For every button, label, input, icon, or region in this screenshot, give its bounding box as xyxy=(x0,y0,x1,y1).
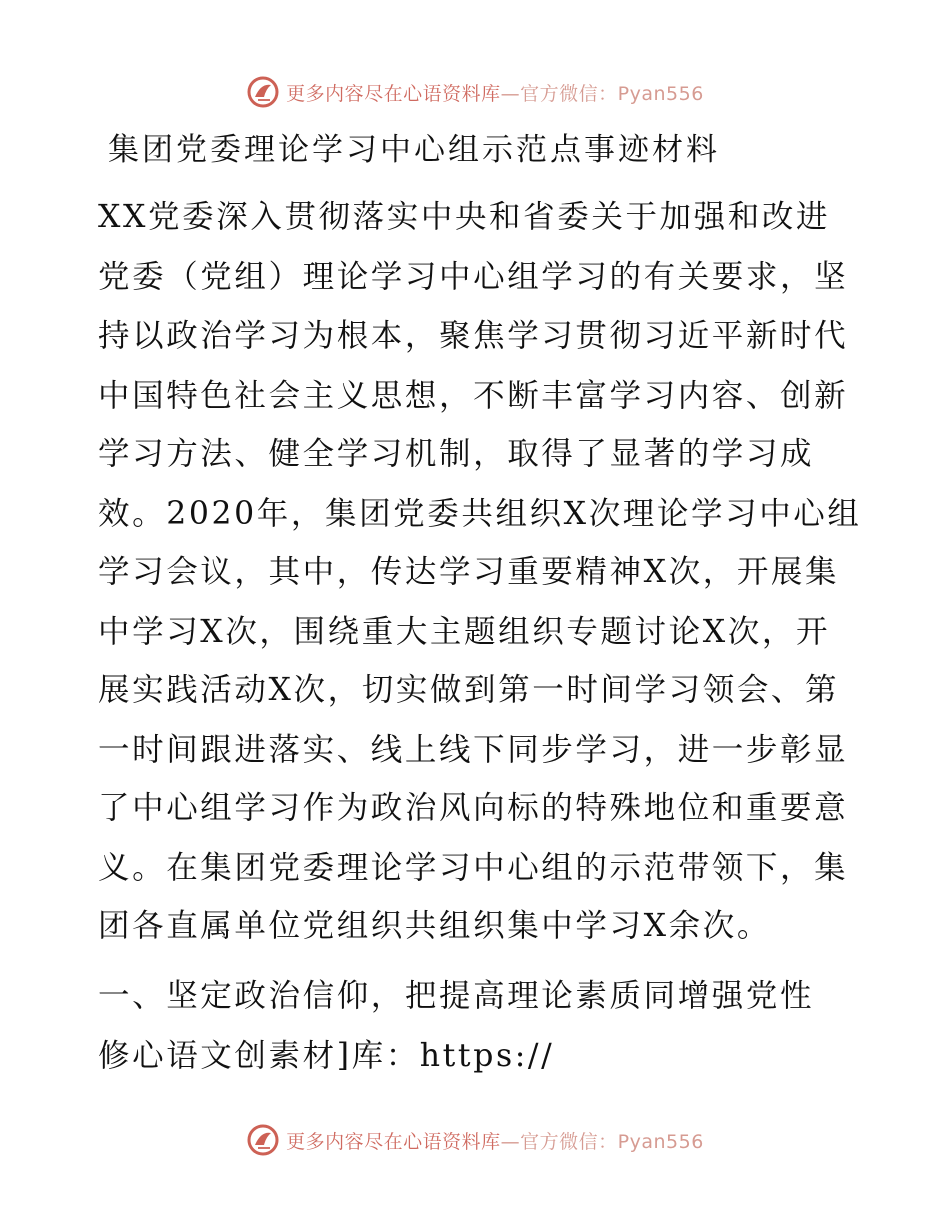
watermark-dash: — xyxy=(500,1130,521,1153)
text-line: 学习会议，其中，传达学习重要精神X次，开展集 xyxy=(98,554,840,590)
text-line: 一时间跟进落实、线上线下同步学习，进一步彰显 xyxy=(98,732,849,768)
header-watermark xyxy=(0,72,950,112)
red-brush-seal-icon xyxy=(246,1123,280,1157)
watermark-contact: 官方微信：Pyan556 xyxy=(520,1130,704,1153)
text-line: 一、坚定政治信仰，把提高理论素质同增强党性 xyxy=(98,978,815,1014)
text-line: 持以政治学习为根本，聚焦学习贯彻习近平新时代 xyxy=(98,318,849,354)
watermark-dash: — xyxy=(500,82,521,105)
watermark-contact: 官方微信：Pyan556 xyxy=(520,82,704,105)
text-line: 中学习X次，围绕重大主题组织专题讨论X次，开 xyxy=(98,614,831,650)
text-line: 团各直属单位党组织共组织集中学习X余次。 xyxy=(98,908,771,944)
text-line: 党委（党组）理论学习中心组学习的有关要求，坚 xyxy=(98,259,849,295)
watermark-text xyxy=(286,79,704,106)
watermark-main: 更多内容尽在心语资料库 xyxy=(286,82,501,105)
text-line: 展实践活动X次，切实做到第一时间学习领会、第 xyxy=(98,672,840,708)
text-line: 了中心组学习作为政治风向标的特殊地位和重要意 xyxy=(98,790,849,826)
watermark-text xyxy=(286,1127,704,1154)
red-brush-seal-icon xyxy=(246,75,280,109)
page-title: 集团党委理论学习中心组示范点事迹材料 xyxy=(108,132,720,168)
watermark-main: 更多内容尽在心语资料库 xyxy=(286,1130,501,1153)
text-line: 效。2020年，集团党委共组织X次理论学习中心组 xyxy=(98,496,862,532)
text-line: 义。在集团党委理论学习中心组的示范带领下，集 xyxy=(98,850,849,886)
text-line: 修心语文创素材]库：https:// xyxy=(98,1038,555,1074)
text-line: 学习方法、健全学习机制，取得了显著的学习成 xyxy=(98,436,815,472)
text-line: 中国特色社会主义思想，不断丰富学习内容、创新 xyxy=(98,378,849,414)
footer-watermark xyxy=(0,1120,950,1160)
text-line: XX党委深入贯彻落实中央和省委关于加强和改进 xyxy=(98,199,831,235)
